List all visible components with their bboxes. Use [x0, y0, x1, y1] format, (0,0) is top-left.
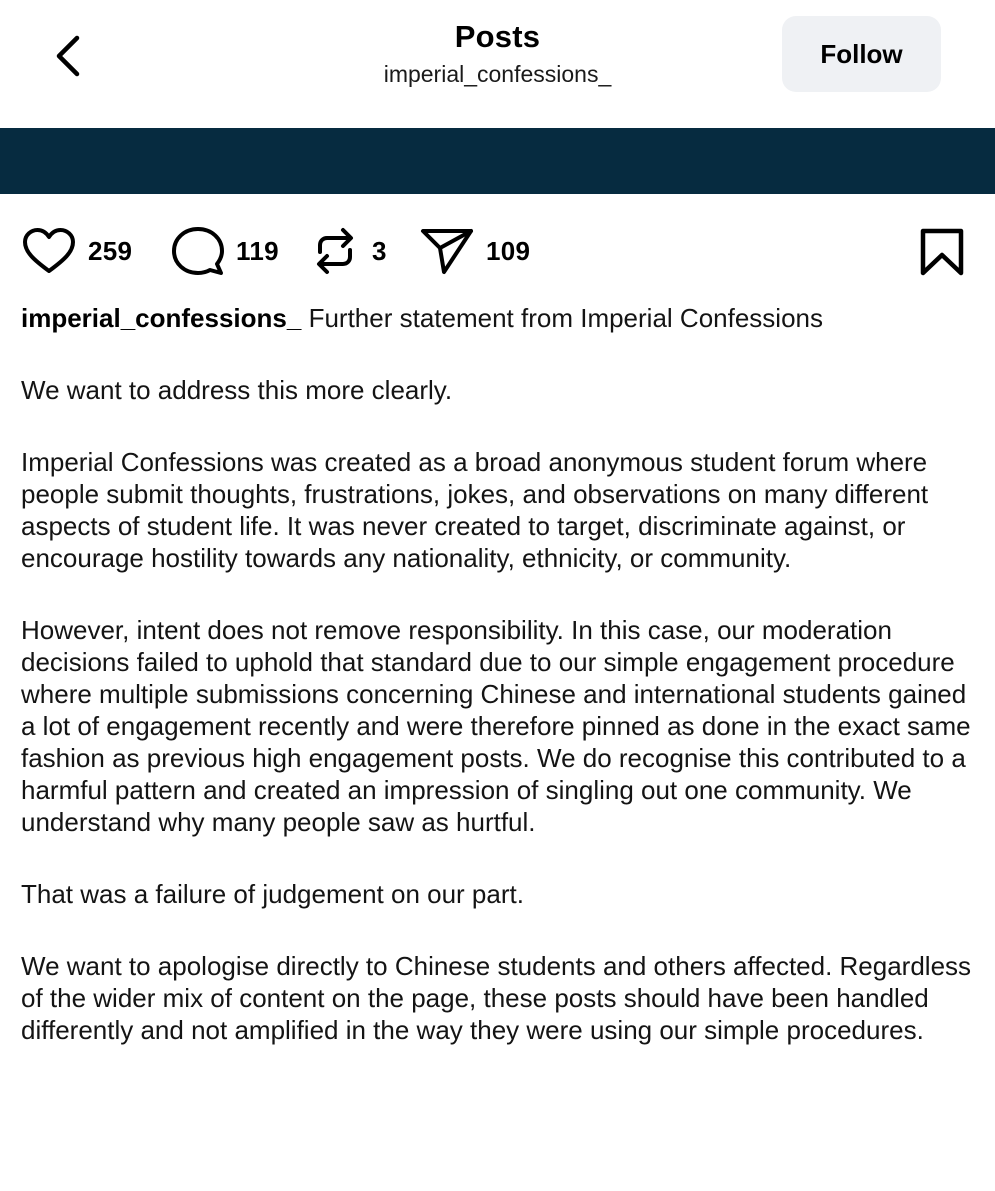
share-button[interactable] [420, 222, 530, 280]
bookmark-icon [918, 228, 966, 276]
caption-paragraph: Imperial Confessions was created as a broad anonymous student forum where people submit thoughts, frustrations, jokes, and observations on many different aspects of student life. It was never created to target, discriminate against, or encourage hostility towards any nationality, ethnicity, or community. [21, 447, 929, 573]
post-caption [21, 302, 981, 1046]
caption-paragraph: That was a failure of judgement on our part. [21, 879, 524, 909]
post-image[interactable] [0, 128, 995, 194]
follow-button[interactable]: Follow [782, 16, 941, 92]
caption-paragraph: However, intent does not remove responsibility. In this case, our moderation decisions failed to uphold that standard due to our simple engagement procedure where multiple submissions concerning Chinese and international students gained a lot of engagement recently and were therefore pinned as done in the exact same fashion as previous high engagement posts. We do recognise this contributed to a harmful pattern and created an impression of singling out one community. We understand why many people saw as hurtful. [21, 615, 971, 837]
chevron-left-icon [53, 34, 83, 78]
caption-headline [21, 302, 981, 334]
comment-button[interactable] [172, 222, 279, 280]
page-subtitle-username[interactable]: imperial_confessions_ [383, 61, 612, 87]
page-title: Posts [454, 19, 541, 54]
top-bar [0, 0, 995, 128]
repost-icon [312, 226, 358, 276]
save-button[interactable] [918, 228, 966, 276]
caption-username[interactable]: imperial_confessions_ [21, 303, 302, 333]
repost-button[interactable] [312, 222, 387, 280]
comment-count: 119 [236, 235, 279, 266]
back-button[interactable] [44, 28, 92, 84]
comment-bubble-icon [172, 226, 224, 276]
paper-plane-icon [420, 226, 474, 276]
header-titles [250, 18, 745, 89]
caption-paragraph: We want to apologise directly to Chinese students and others affected. Regardless of the wider mix of content on the page, these posts should have been handled differently and not amplified in the way they were using our simple procedures. [21, 951, 972, 1045]
like-button[interactable] [22, 222, 132, 280]
heart-icon [22, 227, 76, 275]
post-action-bar [0, 222, 995, 280]
caption-paragraph: We want to address this more clearly. [21, 375, 453, 405]
like-count: 259 [88, 235, 133, 266]
caption-headline-text: Further statement from Imperial Confessions [308, 303, 823, 333]
share-count: 109 [486, 235, 531, 266]
repost-count: 3 [372, 235, 387, 266]
